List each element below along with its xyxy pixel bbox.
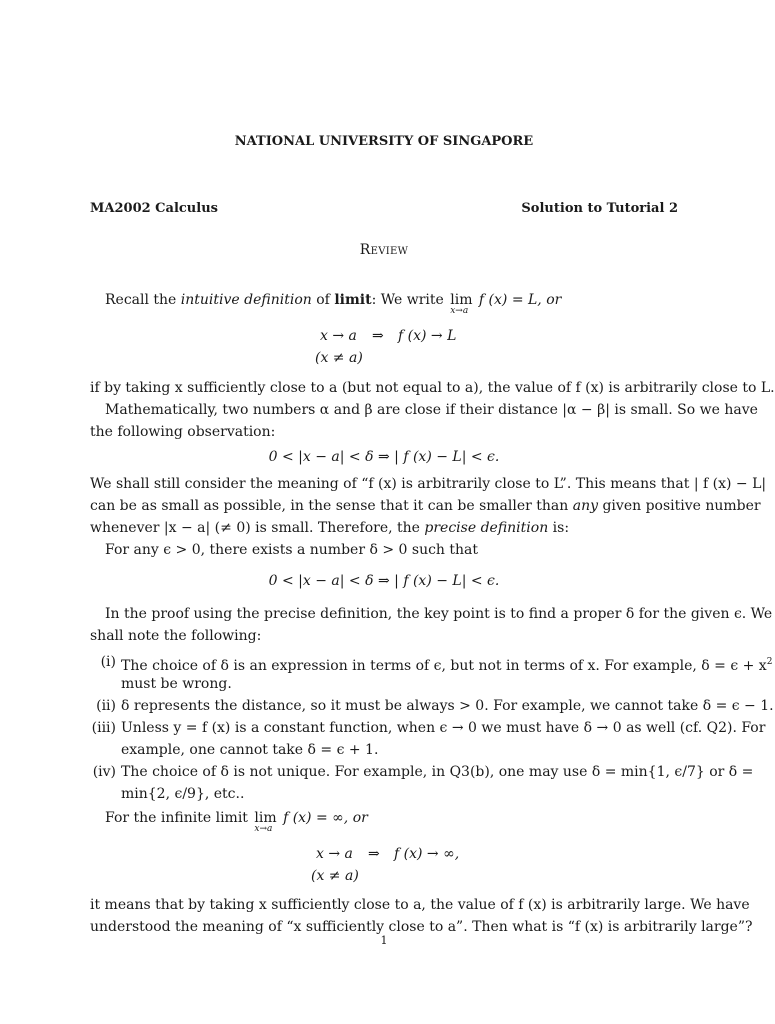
list-item-text: Unless y = f (x) is a constant function, when ϵ → 0 we must have δ → 0 as well (cf. Q2). For	[121, 720, 766, 736]
infinite-text-2: f (x) = ∞, or	[283, 810, 368, 826]
intro-text-3: : We write	[371, 292, 449, 308]
list-item-label: (iv)	[92, 764, 116, 780]
list-item-label: (ii)	[96, 698, 116, 714]
body-line-5c: given positive number	[598, 498, 761, 514]
list-item-label: (iii)	[91, 720, 116, 736]
list-item-label: (i)	[100, 654, 116, 670]
body-line-4: We shall still consider the meaning of “f (x) is arbitrarily close to L”. This means that | f (x) − L|	[90, 476, 767, 492]
body-line-5a: can be as small as possible, in the sense that it can be smaller than	[90, 498, 573, 514]
limit-subscript: x→a	[254, 824, 273, 834]
list-item-continuation: min{2, ϵ/9}, etc..	[121, 786, 245, 802]
section-title: Review	[359, 242, 409, 258]
page-number: 1	[380, 934, 388, 947]
closing-line-2: understood the meaning of “x sufficiently close to a”. Then what is “f (x) is arbitrarily large”?	[90, 919, 753, 935]
list-item-text: The choice of δ is an expression in terms of ϵ, but not in terms of x. For example, $\delta = \epsilon + x^2$	[121, 657, 773, 674]
equation-2: 0 < |x − a| < δ ⇒ | f (x) − L| < ϵ.	[268, 573, 500, 589]
body-line-9: shall note the following:	[90, 628, 262, 644]
equation-1: 0 < |x − a| < δ ⇒ | f (x) − L| < ϵ.	[268, 449, 500, 465]
limit-word: lim	[254, 810, 277, 826]
limit-subscript: x→a	[450, 306, 469, 316]
university-title: NATIONAL UNIVERSITY OF SINGAPORE	[234, 134, 534, 149]
precise-definition-term: precise definition	[424, 520, 549, 536]
list-item-continuation: example, one cannot take δ = ϵ + 1.	[121, 742, 379, 758]
body-line-2: Mathematically, two numbers α and β are close if their distance |α − β| is small. So we have	[105, 402, 758, 418]
any-term: any	[572, 498, 599, 514]
body-line-7: For any ϵ > 0, there exists a number δ > 0 such that	[105, 542, 479, 558]
display2-right: f (x) → ∞,	[394, 846, 460, 862]
intro-limit-term: limit	[334, 292, 372, 308]
list-item-continuation: must be wrong.	[121, 676, 232, 692]
display2-arrow: ⇒	[368, 846, 380, 862]
body-line-3: the following observation:	[90, 424, 276, 440]
body-line-5	[90, 496, 761, 516]
display1-left: x → a	[320, 328, 357, 344]
intro-text-1: Recall the	[105, 292, 181, 308]
infinite-text-1: For the infinite limit	[105, 810, 253, 826]
intro-paragraph	[105, 290, 562, 316]
limit-operator	[254, 808, 277, 834]
limit-operator	[450, 290, 473, 316]
display1-right: f (x) → L	[398, 328, 457, 344]
body-line-6c: is:	[548, 520, 570, 536]
display1-condition: (x ≠ a)	[315, 350, 363, 366]
course-name: MA2002 Calculus	[90, 201, 218, 216]
intro-text-4: f (x) = L, or	[478, 292, 562, 308]
document-title: Solution to Tutorial 2	[521, 201, 678, 216]
intro-intuitive-term: intuitive definition	[180, 292, 312, 308]
display2-left: x → a	[316, 846, 353, 862]
body-line-6	[90, 518, 569, 538]
display1-arrow: ⇒	[372, 328, 384, 344]
body-line-1: if by taking x sufficiently close to a (but not equal to a), the value of f (x) is arbitrarily close to L.	[90, 380, 775, 396]
list-item-text: δ represents the distance, so it must be always > 0. For example, we cannot take δ = ϵ − 1.	[121, 698, 774, 714]
body-line-6a: whenever |x − a| (≠ 0) is small. Therefore, the	[90, 520, 425, 536]
list-item-text: The choice of δ is not unique. For example, in Q3(b), one may use δ = min{1, ϵ/7} or δ =	[121, 764, 754, 780]
superscript: 2	[766, 657, 773, 667]
closing-line-1: it means that by taking x sufficiently close to a, the value of f (x) is arbitrarily large. We have	[90, 897, 750, 913]
body-line-8: In the proof using the precise definition, the key point is to find a proper δ for the given ϵ. We	[105, 606, 773, 622]
infinite-limit-line	[105, 808, 368, 834]
limit-word: lim	[450, 292, 473, 308]
intro-text-2: of	[311, 292, 335, 308]
display2-condition: (x ≠ a)	[311, 868, 359, 884]
